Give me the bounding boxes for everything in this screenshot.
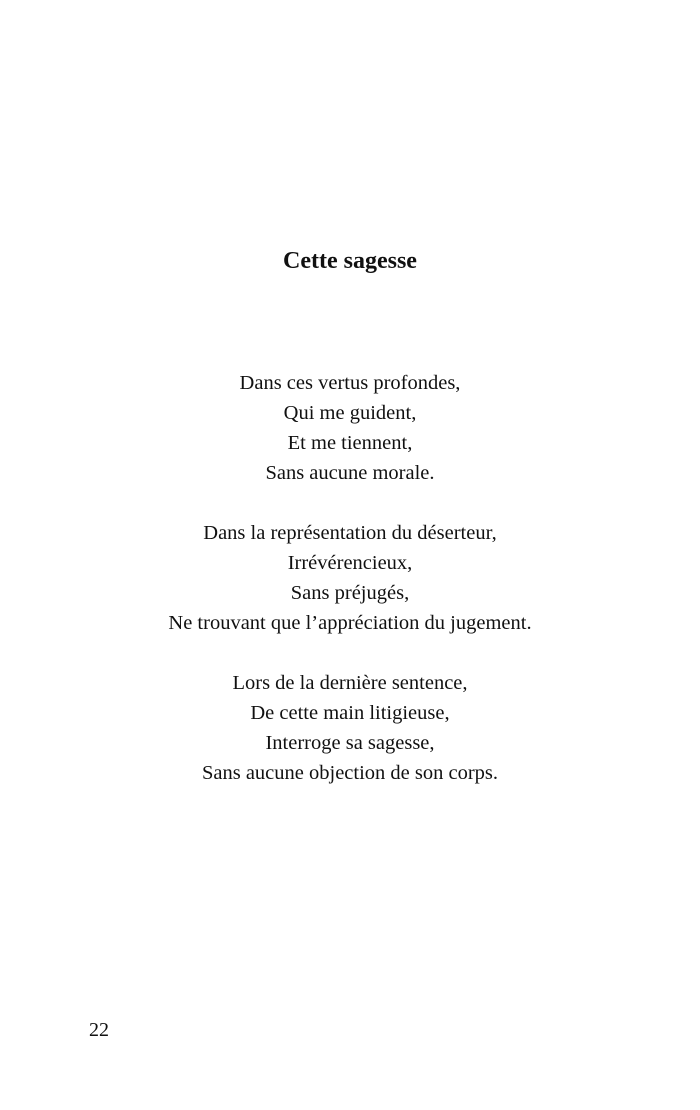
verse-line: De cette main litigieuse, (250, 702, 450, 724)
verse-line: Et me tiennent, (287, 432, 413, 454)
verse-line: Lors de la dernière sentence, (232, 672, 468, 694)
verse-line: Sans aucune morale. (265, 462, 435, 484)
verse-line: Irrévérencieux, (287, 552, 413, 574)
verse-line: Dans la représentation du déserteur, (203, 522, 497, 544)
verse-line: Interroge sa sagesse, (265, 732, 435, 754)
page-number: 22 (89, 1019, 109, 1041)
verse-line: Sans préjugés, (290, 582, 410, 604)
verse-line: Qui me guident, (283, 402, 417, 424)
poem-title: Cette sagesse (283, 248, 417, 274)
verse-line: Sans aucune objection de son corps. (201, 762, 499, 784)
verse-line: Dans ces vertus profondes, (239, 372, 461, 394)
stanza-2 (0, 518, 700, 638)
poem-body (0, 368, 700, 818)
stanza-1 (0, 368, 700, 488)
verse-line: Ne trouvant que l’appréciation du jugement. (168, 612, 532, 634)
stanza-3 (0, 668, 700, 788)
